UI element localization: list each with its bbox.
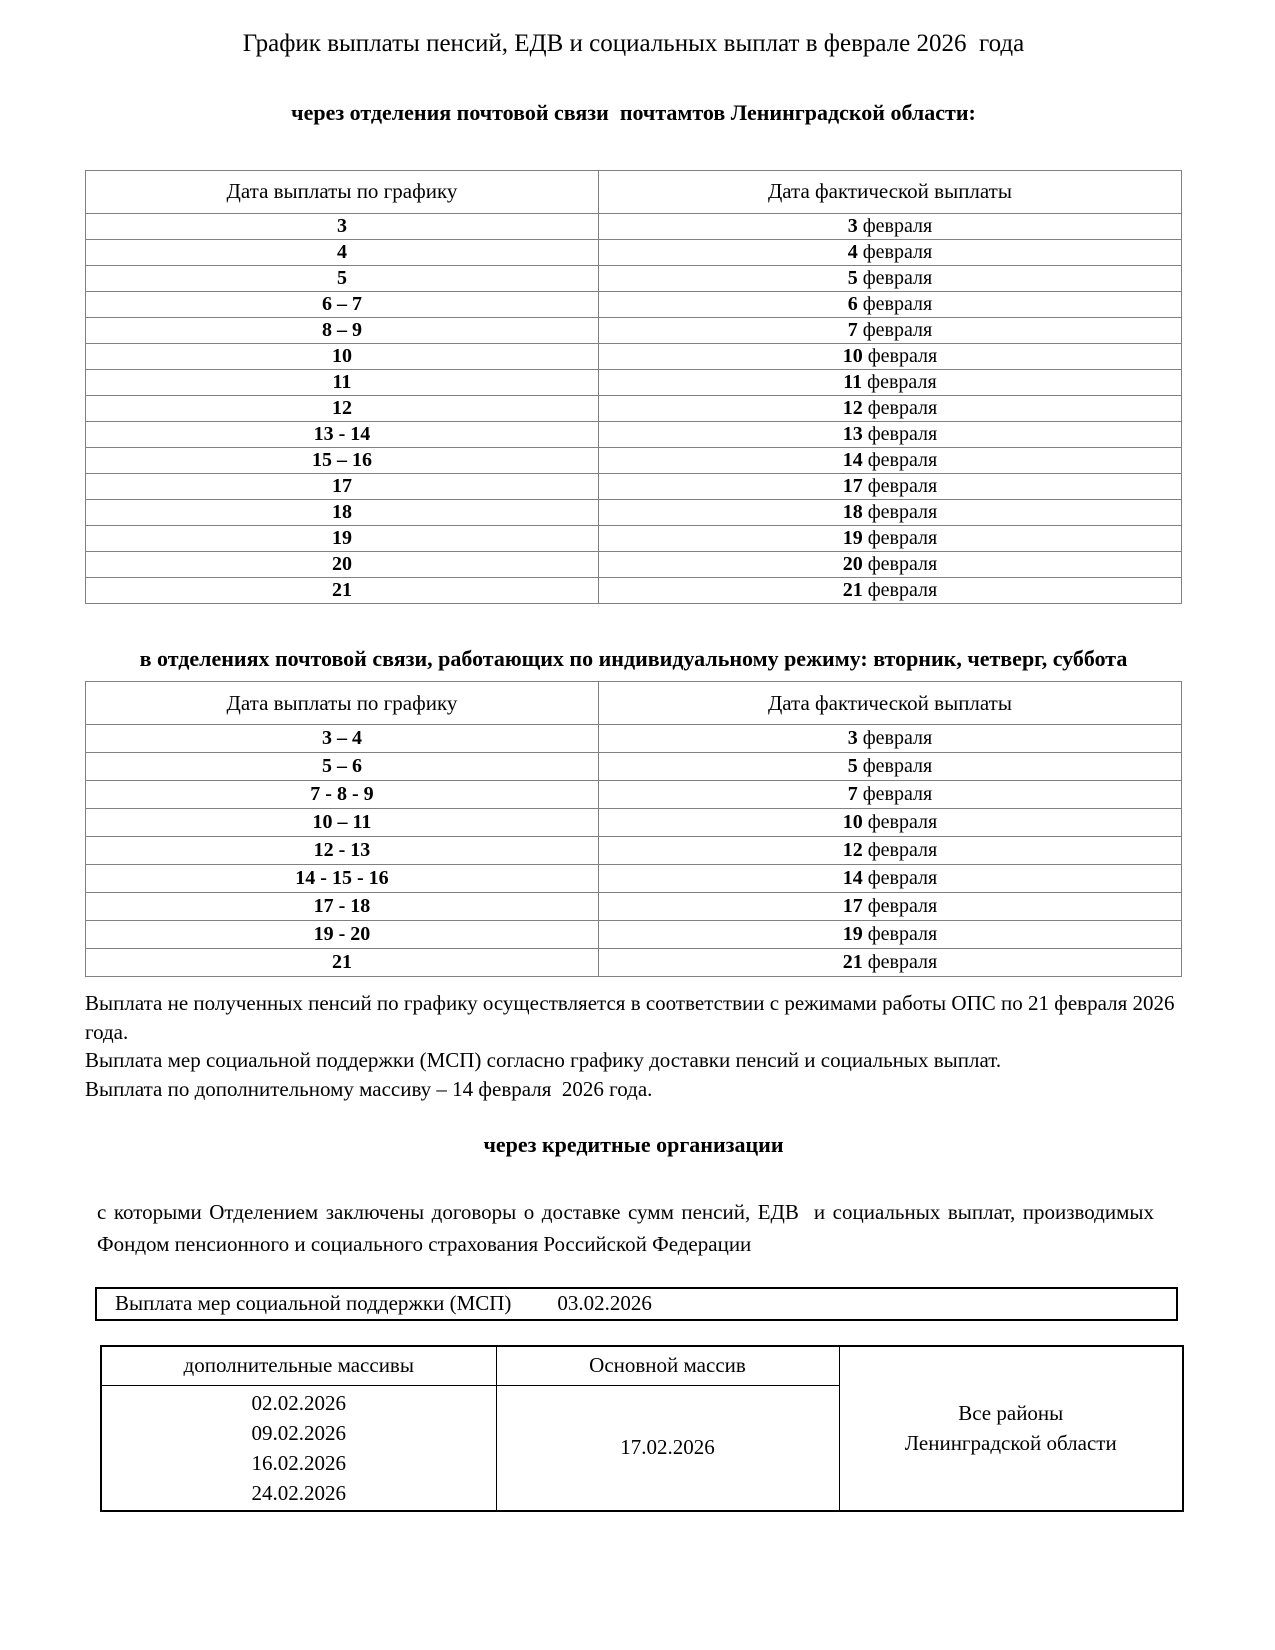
day-number: 7	[847, 783, 858, 806]
msp-payment-label: Выплата мер социальной поддержки (МСП)	[115, 1291, 512, 1316]
schedule-date-cell: 6 – 7	[86, 291, 599, 317]
table-row	[86, 369, 1182, 395]
column-header-main-array: Основной массив	[496, 1346, 839, 1386]
actual-date-cell	[598, 921, 1181, 949]
schedule-date-cell: 8 – 9	[86, 317, 599, 343]
column-header-additional-arrays: дополнительные массивы	[101, 1346, 496, 1386]
month-label: февраля	[867, 448, 938, 471]
day-number: 5	[847, 266, 858, 289]
month-label: февраля	[862, 214, 933, 237]
table-row	[86, 781, 1182, 809]
column-header-schedule-date: Дата выплаты по графику	[86, 682, 599, 725]
schedule-date-cell: 19	[86, 525, 599, 551]
main-array-date-cell: 17.02.2026	[496, 1385, 839, 1511]
table-row	[86, 421, 1182, 447]
schedule-date-cell: 12	[86, 395, 599, 421]
additional-date: 24.02.2026	[251, 1480, 346, 1505]
month-label: февраля	[867, 578, 938, 601]
table-header-row	[86, 170, 1182, 213]
note-additional-array: Выплата по дополнительному массиву – 14 февраля 2026 года.	[85, 1077, 653, 1102]
table-row	[86, 725, 1182, 753]
day-number: 17	[842, 474, 863, 497]
month-label: февраля	[867, 370, 937, 393]
delivery-header-row	[101, 1346, 1183, 1386]
day-number: 14	[842, 867, 863, 890]
post-offices-heading: через отделения почтовой связи почтамтов Ленинградской области:	[291, 100, 976, 125]
day-number: 6	[847, 292, 858, 315]
actual-date-cell	[598, 213, 1181, 239]
actual-date-cell	[598, 265, 1181, 291]
actual-date-cell	[598, 447, 1181, 473]
actual-date-cell	[598, 577, 1181, 603]
additional-date: 02.02.2026	[251, 1390, 346, 1415]
actual-date-cell	[598, 837, 1181, 865]
schedule-date-cell: 10 – 11	[86, 809, 599, 837]
day-number: 17	[842, 895, 863, 918]
region-line-2: Ленинградской области	[904, 1431, 1117, 1456]
actual-date-cell	[598, 893, 1181, 921]
actual-date-cell	[598, 291, 1181, 317]
day-number: 21	[842, 578, 863, 601]
table-row	[86, 291, 1182, 317]
column-header-actual-date: Дата фактической выплаты	[598, 170, 1181, 213]
schedule-date-cell: 13 - 14	[86, 421, 599, 447]
month-label: февраля	[867, 474, 938, 497]
month-label: февраля	[867, 344, 938, 367]
schedule-date-cell: 15 – 16	[86, 447, 599, 473]
month-label: февраля	[867, 867, 938, 890]
table-row	[86, 317, 1182, 343]
table-row	[86, 865, 1182, 893]
table-row	[86, 837, 1182, 865]
column-header-schedule-date: Дата выплаты по графику	[86, 170, 599, 213]
day-number: 12	[842, 839, 863, 862]
actual-date-cell	[598, 949, 1181, 977]
notes-block	[85, 989, 1182, 1103]
actual-date-cell	[598, 753, 1181, 781]
column-header-actual-date: Дата фактической выплаты	[598, 682, 1181, 725]
day-number: 10	[842, 811, 863, 834]
schedule-date-cell: 21	[86, 577, 599, 603]
month-label: февраля	[862, 755, 933, 778]
schedule-date-cell: 5 – 6	[86, 753, 599, 781]
credit-organizations-heading: через кредитные организации	[483, 1131, 784, 1157]
schedule-date-cell: 10	[86, 343, 599, 369]
table-row	[86, 343, 1182, 369]
schedule-date-cell: 12 - 13	[86, 837, 599, 865]
region-line-1: Все районы	[958, 1401, 1064, 1426]
document-page	[85, 0, 1182, 1512]
month-label: февраля	[867, 526, 938, 549]
table-row	[86, 753, 1182, 781]
note-unreceived-pensions: Выплата не полученных пенсий по графику осуществляется в соответствии с режимами работы ОПС по 21 февраля 2026 года.	[85, 991, 1180, 1044]
msp-payment-date: 03.02.2026	[557, 1291, 652, 1316]
table-header-row	[86, 682, 1182, 725]
month-label: февраля	[862, 240, 933, 263]
actual-date-cell	[598, 239, 1181, 265]
month-label: февраля	[867, 552, 938, 575]
day-number: 19	[842, 923, 863, 946]
table-row	[86, 499, 1182, 525]
month-label: февраля	[862, 783, 933, 806]
schedule-date-cell: 3 – 4	[86, 725, 599, 753]
table-row	[86, 809, 1182, 837]
additional-date: 16.02.2026	[251, 1450, 346, 1475]
day-number: 19	[842, 526, 863, 549]
region-cell	[839, 1346, 1183, 1511]
month-label: февраля	[867, 895, 938, 918]
actual-date-cell	[598, 725, 1181, 753]
month-label: февраля	[867, 811, 938, 834]
table-row	[86, 949, 1182, 977]
table-row	[86, 525, 1182, 551]
day-number: 13	[842, 422, 863, 445]
table-row	[86, 473, 1182, 499]
month-label: февраля	[867, 923, 938, 946]
day-number: 7	[847, 318, 858, 341]
actual-date-cell	[598, 369, 1181, 395]
individual-schedule-table	[85, 681, 1182, 977]
actual-date-cell	[598, 473, 1181, 499]
day-number: 4	[847, 240, 858, 263]
table-row	[86, 893, 1182, 921]
month-label: февраля	[867, 396, 938, 419]
month-label: февраля	[862, 318, 933, 341]
day-number: 18	[842, 500, 863, 523]
month-label: февраля	[867, 839, 938, 862]
table-row	[86, 239, 1182, 265]
day-number: 11	[843, 370, 863, 393]
schedule-date-cell: 21	[86, 949, 599, 977]
actual-date-cell	[598, 781, 1181, 809]
table-row	[86, 395, 1182, 421]
schedule-date-cell: 17 - 18	[86, 893, 599, 921]
actual-date-cell	[598, 343, 1181, 369]
actual-date-cell	[598, 421, 1181, 447]
individual-mode-heading: в отделениях почтовой связи, работающих по индивидуальному режиму: вторник, четверг, суббота	[139, 645, 1128, 671]
schedule-date-cell: 11	[86, 369, 599, 395]
table-row	[86, 551, 1182, 577]
table-row	[86, 265, 1182, 291]
actual-date-cell	[598, 865, 1181, 893]
schedule-date-cell: 4	[86, 239, 599, 265]
table-row	[86, 921, 1182, 949]
actual-date-cell	[598, 395, 1181, 421]
day-number: 12	[842, 396, 863, 419]
note-msp-delivery: Выплата мер социальной поддержки (МСП) согласно графику доставки пенсий и социальных выплат.	[85, 1048, 1002, 1073]
actual-date-cell	[598, 551, 1181, 577]
schedule-date-cell: 14 - 15 - 16	[86, 865, 599, 893]
schedule-date-cell: 5	[86, 265, 599, 291]
table-row	[86, 213, 1182, 239]
month-label: февраля	[867, 422, 938, 445]
day-number: 21	[842, 951, 863, 974]
credit-organizations-description: с которыми Отделением заключены договоры о доставке сумм пенсий, ЕДВ и социальных выплат, производимых Фондом пенсионного и социального страхования Российской Федерации	[97, 1199, 1160, 1257]
schedule-date-cell: 20	[86, 551, 599, 577]
schedule-date-cell: 7 - 8 - 9	[86, 781, 599, 809]
month-label: февраля	[862, 727, 933, 750]
credit-delivery-table	[100, 1345, 1184, 1512]
msp-payment-row	[95, 1287, 1178, 1321]
schedule-date-cell: 17	[86, 473, 599, 499]
day-number: 14	[842, 448, 863, 471]
actual-date-cell	[598, 499, 1181, 525]
month-label: февраля	[862, 292, 933, 315]
actual-date-cell	[598, 809, 1181, 837]
post-schedule-table	[85, 170, 1182, 604]
additional-dates-cell	[101, 1385, 496, 1511]
table-row	[86, 577, 1182, 603]
schedule-date-cell: 19 - 20	[86, 921, 599, 949]
additional-date: 09.02.2026	[251, 1420, 346, 1445]
day-number: 20	[842, 552, 863, 575]
month-label: февраля	[862, 266, 933, 289]
day-number: 10	[842, 344, 863, 367]
schedule-date-cell: 3	[86, 213, 599, 239]
day-number: 5	[847, 755, 858, 778]
table-row	[86, 447, 1182, 473]
month-label: февраля	[867, 951, 938, 974]
actual-date-cell	[598, 525, 1181, 551]
schedule-date-cell: 18	[86, 499, 599, 525]
page-title: График выплаты пенсий, ЕДВ и социальных выплат в феврале 2026 года	[242, 30, 1025, 57]
day-number: 3	[847, 727, 858, 750]
day-number: 3	[847, 214, 858, 237]
actual-date-cell	[598, 317, 1181, 343]
month-label: февраля	[867, 500, 938, 523]
